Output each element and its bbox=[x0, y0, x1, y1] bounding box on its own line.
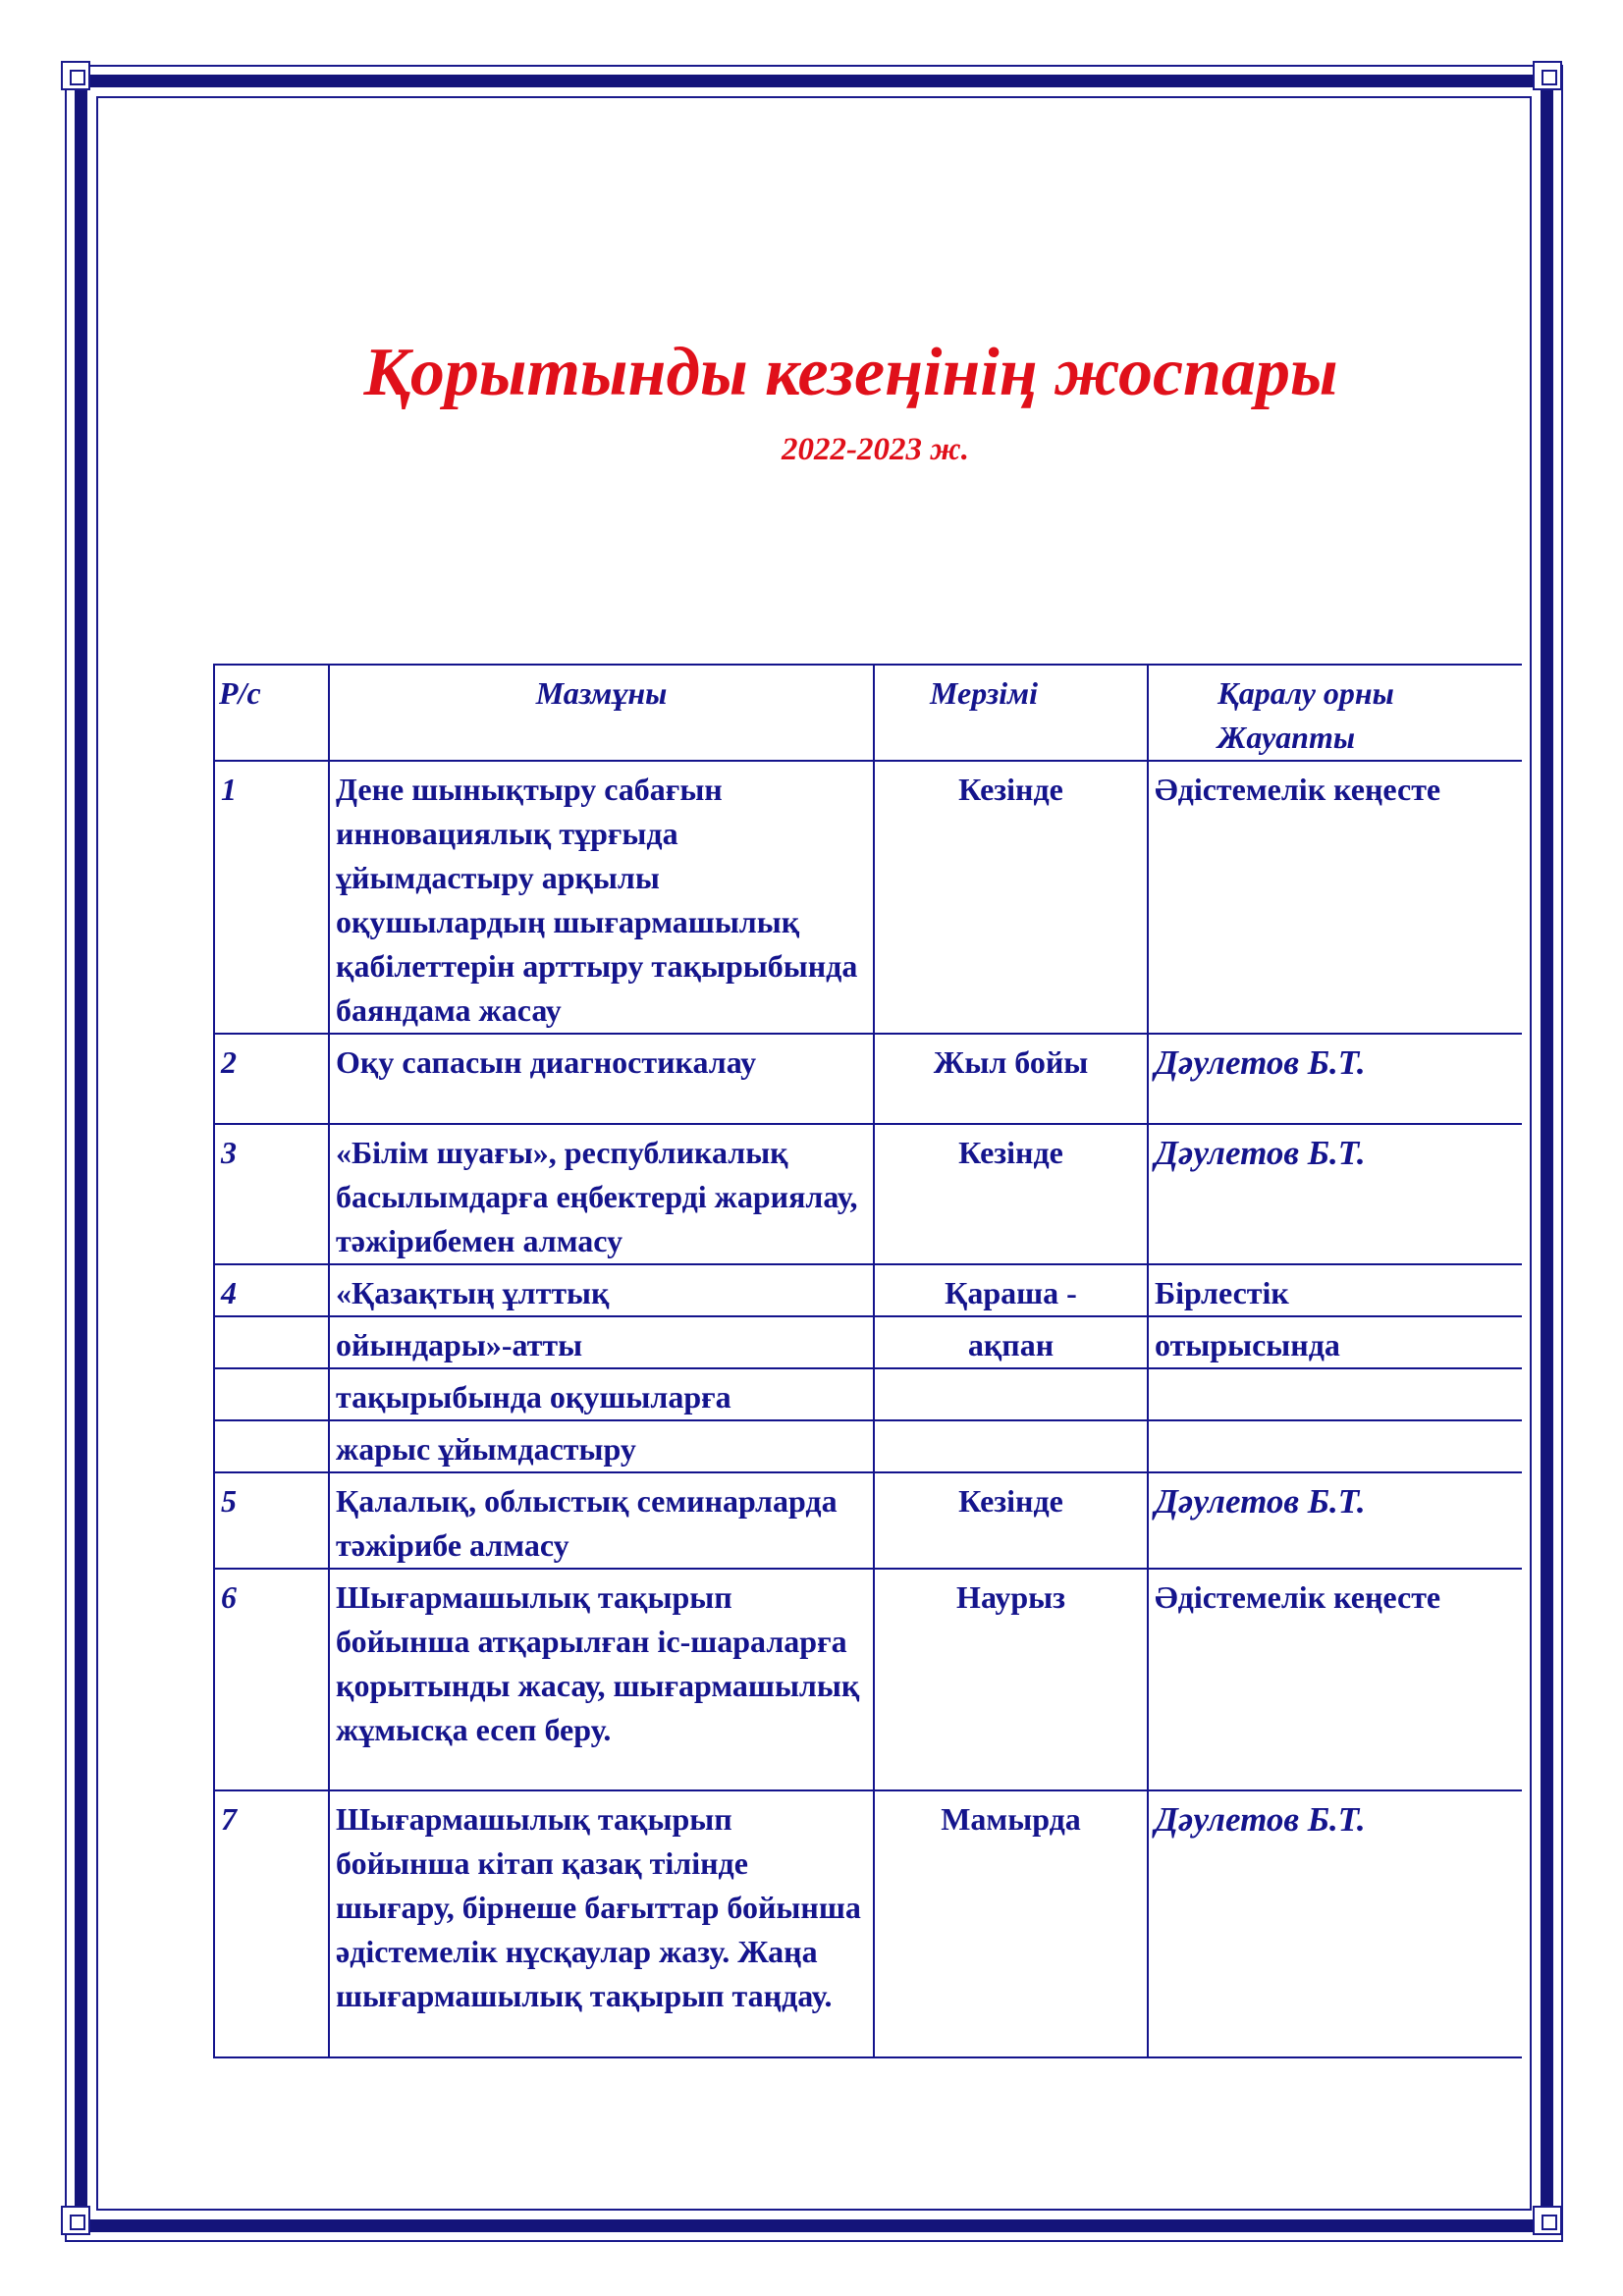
row-number-empty bbox=[214, 1368, 329, 1420]
frame-corner-ornament bbox=[1533, 2206, 1562, 2235]
table-row bbox=[214, 1569, 1522, 1790]
row-term-empty bbox=[874, 1420, 1148, 1472]
table-row bbox=[214, 1472, 1522, 1569]
row-content-line: жарыс ұйымдастыру bbox=[329, 1420, 874, 1472]
row-responsible: Дәулетов Б.Т. bbox=[1148, 1034, 1522, 1124]
row-responsible-line: отырысында bbox=[1148, 1316, 1522, 1368]
row-number: 6 bbox=[214, 1569, 329, 1790]
row-number: 7 bbox=[214, 1790, 329, 2057]
row-number: 2 bbox=[214, 1034, 329, 1124]
row-content-line: ойындары»-атты bbox=[329, 1316, 874, 1368]
row-content-line: тақырыбында оқушыларға bbox=[329, 1368, 874, 1420]
page-subtitle: 2022-2023 ж. bbox=[782, 432, 969, 467]
frame-corner-ornament bbox=[61, 2206, 90, 2235]
table-row bbox=[214, 761, 1522, 1034]
table-row bbox=[214, 1034, 1522, 1124]
row-responsible: Дәулетов Б.Т. bbox=[1148, 1472, 1522, 1569]
page-title: Қорытынды кезеңінің жоспары bbox=[363, 335, 1338, 410]
table-row-continued bbox=[214, 1368, 1522, 1420]
row-term: Кезінде bbox=[874, 1124, 1148, 1264]
table-row bbox=[214, 1790, 1522, 2057]
header-responsible bbox=[1148, 665, 1522, 761]
row-responsible: Дәулетов Б.Т. bbox=[1148, 1790, 1522, 2057]
header-term: Мерзімі bbox=[874, 665, 1148, 761]
frame-corner-ornament bbox=[61, 61, 90, 90]
row-content-line: «Қазақтың ұлттық bbox=[329, 1264, 874, 1316]
row-term: Жыл бойы bbox=[874, 1034, 1148, 1124]
row-content: «Білім шуағы», республикалық басылымдарға еңбектерді жариялау, тәжірибемен алмасу bbox=[329, 1124, 874, 1264]
row-term: Наурыз bbox=[874, 1569, 1148, 1790]
table-row-continued bbox=[214, 1420, 1522, 1472]
row-term: Мамырда bbox=[874, 1790, 1148, 2057]
row-number-empty bbox=[214, 1420, 329, 1472]
header-responsible-line2: Жауапты bbox=[1217, 720, 1356, 755]
row-content: Қалалық, облыстық семинарларда тәжірибе алмасу bbox=[329, 1472, 874, 1569]
row-responsible-line: Бірлестік bbox=[1148, 1264, 1522, 1316]
table-row bbox=[214, 1124, 1522, 1264]
frame-corner-ornament bbox=[1533, 61, 1562, 90]
row-term: Кезінде bbox=[874, 761, 1148, 1034]
row-term-empty bbox=[874, 1368, 1148, 1420]
row-responsible: Әдістемелік кеңесте bbox=[1148, 761, 1522, 1034]
row-number: 1 bbox=[214, 761, 329, 1034]
row-term: Кезінде bbox=[874, 1472, 1148, 1569]
header-num: Р/с bbox=[214, 665, 329, 761]
row-number-empty bbox=[214, 1316, 329, 1368]
row-responsible: Әдістемелік кеңесте bbox=[1148, 1569, 1522, 1790]
table-row bbox=[214, 1264, 1522, 1316]
row-content: Шығармашылық тақырып бойынша кітап қазақ тілінде шығару, бірнеше бағыттар бойынша әдістемелік нұсқаулар жазу. Жаңа шығармашылық тақырып таңдау. bbox=[329, 1790, 874, 2057]
table-header-row bbox=[214, 665, 1522, 761]
row-term-line: ақпан bbox=[874, 1316, 1148, 1368]
row-responsible-empty bbox=[1148, 1420, 1522, 1472]
row-responsible-empty bbox=[1148, 1368, 1522, 1420]
header-content: Мазмұны bbox=[329, 665, 874, 761]
header-responsible-line1: Қаралу орны bbox=[1217, 675, 1394, 711]
table-row-continued bbox=[214, 1316, 1522, 1368]
row-content: Оқу сапасын диагностикалау bbox=[329, 1034, 874, 1124]
row-number: 4 bbox=[214, 1264, 329, 1316]
row-number: 5 bbox=[214, 1472, 329, 1569]
row-content: Дене шынықтыру сабағын инновациялық тұрғыда ұйымдастыру арқылы оқушылардың шығармашылық қабілеттерін арттыру тақырыбында баяндама жасау bbox=[329, 761, 874, 1034]
row-content: Шығармашылық тақырып бойынша атқарылған іс-шараларға қорытынды жасау, шығармашылық жұмысқа есеп беру. bbox=[329, 1569, 874, 1790]
plan-table bbox=[213, 664, 1522, 2058]
row-responsible: Дәулетов Б.Т. bbox=[1148, 1124, 1522, 1264]
row-number: 3 bbox=[214, 1124, 329, 1264]
row-term-line: Қараша - bbox=[874, 1264, 1148, 1316]
